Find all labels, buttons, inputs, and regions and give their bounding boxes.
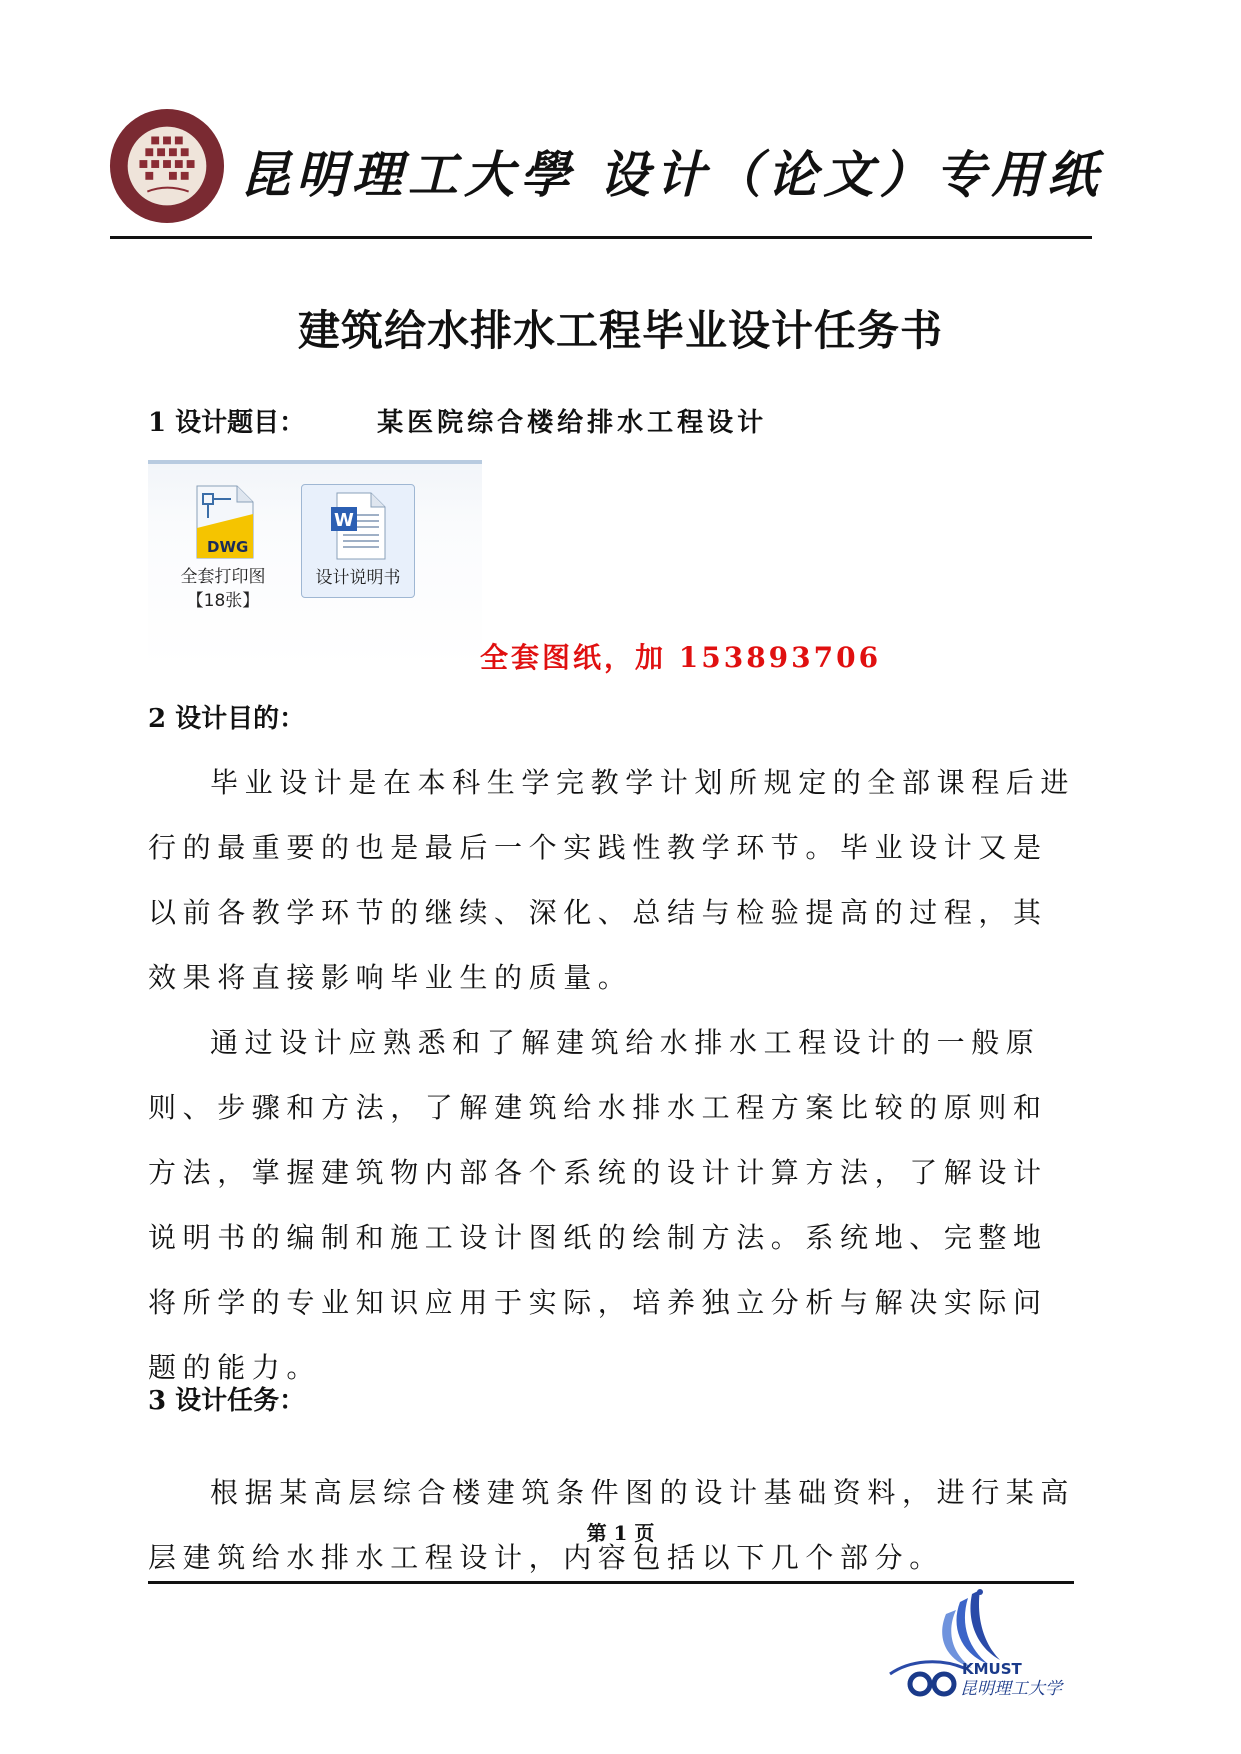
page-number: 第 1 页 [586,1521,655,1545]
kmust-logo [880,1588,1070,1698]
dwg-file-icon [183,484,263,560]
header-divider [110,236,1092,239]
section-1-heading [148,402,767,439]
page-header [100,95,1104,235]
dwg-file-label: 全套打印图 [180,567,266,587]
kmust-logo-text: KMUST [962,1660,1022,1678]
university-seal [108,107,226,225]
word-file[interactable] [301,484,415,598]
contact-note: 全套图纸，加 153893706 [480,641,882,674]
section-2-heading: 2 设计目的： [148,704,306,734]
dwg-file[interactable] [168,484,278,613]
design-topic: 某医院综合楼给排水工程设计 [377,408,768,438]
dwg-file-count: 【18张】 [186,591,260,611]
section-3-heading: 3 设计任务： [148,1386,306,1416]
word-letter: W [334,510,354,531]
file-browser-snippet [148,460,482,668]
word-document-icon [323,491,393,561]
section-1-label: 1 设计题目： [148,408,306,438]
svg-text:DWG: DWG [207,538,249,556]
purpose-paragraph-2: 通过设计应熟悉和了解建筑给水排水工程设计的一般原则、步骤和方法，了解建筑给水排水工程方案比较的原则和方法，掌握建筑物内部各个系统的设计计算方法，了解设计说明书的编制和施工设计图纸的绘制方法。系统地、完整地将所学的专业知识应用于实际，培养独立分析与解决实际问题的能力。 [148,1026,1048,1384]
word-file-label: 设计说明书 [315,568,401,588]
kmust-logo-name: 昆明理工大学 [960,1679,1062,1698]
purpose-paragraph-1: 毕业设计是在本科生学完教学计划所规定的全部课程后进行的最重要的也是最后一个实践性教学环节。毕业设计又是以前各教学环节的继续、深化、总结与检验提高的过程，其效果将直接影响毕业生的质量。 [148,766,1076,994]
header-title: 昆明理工大學 设计（论文）专用纸 [240,145,1104,204]
footer-divider [148,1581,1074,1584]
document-title: 建筑给水排水工程毕业设计任务书 [297,306,943,355]
task-paragraph: 根据某高层综合楼建筑条件图的设计基础资料，进行某高层建筑给水排水工程设计，内容包括以下几个部分。 [148,1476,1076,1574]
